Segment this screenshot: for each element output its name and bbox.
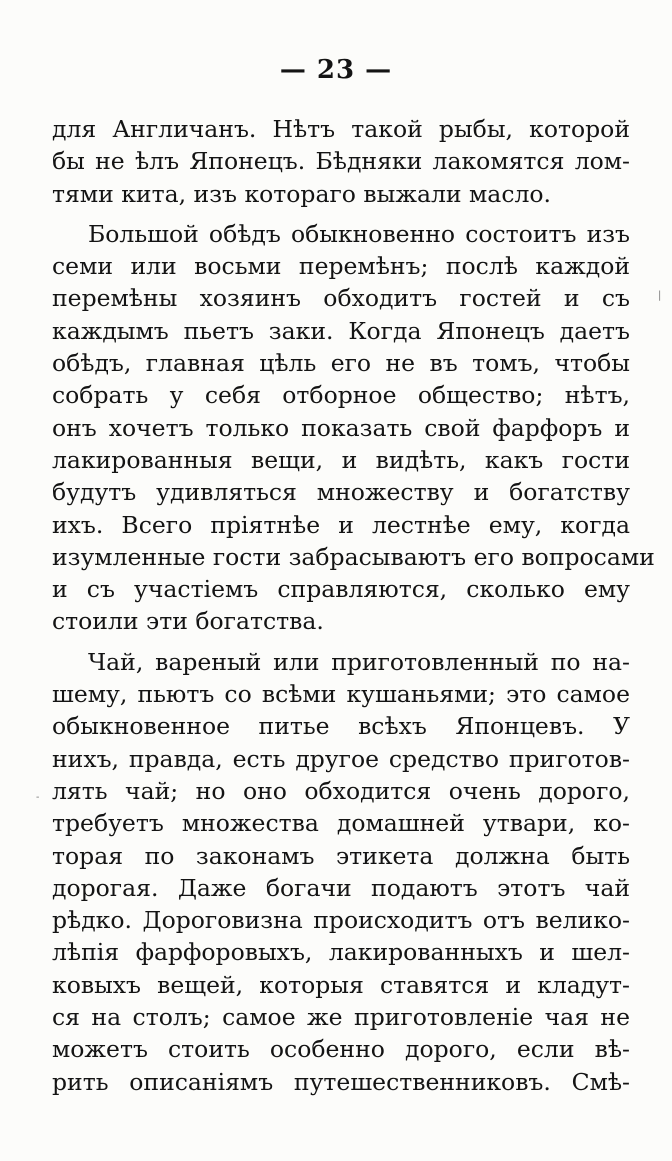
text-line: и съ участіемъ справляются, сколько ему — [52, 575, 630, 604]
text-line: каждымъ пьетъ заки. Когда Японецъ даетъ — [52, 316, 630, 345]
text-line: для Англичанъ. Нѣтъ такой рыбы, которой — [52, 115, 630, 143]
print-speck: - — [36, 792, 40, 803]
text-line: Чай, вареный или приготовленный по на- — [88, 647, 630, 676]
page-number: — 23 — — [279, 55, 393, 85]
text-line: нихъ, правда, есть другое средство приготов- — [52, 744, 630, 773]
text-line: лакированныя вещи, и видѣть, какъ гости — [52, 445, 630, 474]
text-line: будутъ удивляться множеству и богатству — [52, 478, 630, 507]
text-line: семи или восьми перемѣнъ; послѣ каждой — [52, 252, 630, 281]
text-line: обыкновенное питье всѣхъ Японцевъ. У — [52, 712, 630, 741]
paragraph-1 — [52, 113, 630, 210]
paragraph-gap — [52, 638, 630, 646]
paragraph-3 — [52, 646, 630, 1098]
text-line: торая по законамъ этикета должна быть — [52, 841, 630, 870]
print-speck: | — [658, 290, 662, 301]
text-line: дорогая. Даже богачи подаютъ этотъ чай — [52, 873, 630, 902]
text-line: ся на столъ; самое же приготовленіе чая не — [52, 1003, 630, 1032]
text-line: перемѣны хозяинъ обходитъ гостей и съ — [52, 284, 630, 313]
paragraph-2 — [52, 218, 655, 638]
text-line: ихъ. Всего пріятнѣе и лестнѣе ему, когда — [52, 510, 630, 539]
text-line: рѣдко. Дороговизна происходитъ отъ велико- — [52, 906, 630, 935]
text-line: лять чай; но оно обходится очень дорого, — [52, 776, 630, 805]
text-line: лѣпія фарфоровыхъ, лакированныхъ и шел- — [52, 938, 630, 967]
text-line: собрать у себя отборное общество; нѣтъ, — [52, 381, 630, 410]
paragraph-gap — [52, 210, 630, 218]
text-line: изумленные гости забрасываютъ его вопросами — [52, 542, 655, 571]
text-line: ковыхъ вещей, которыя ставятся и кладут- — [52, 970, 630, 999]
body-text — [52, 113, 655, 1098]
text-line: шему, пьютъ со всѣми кушаньями; это самое — [52, 680, 630, 709]
text-line: рить описаніямъ путешественниковъ. Смѣ- — [52, 1067, 630, 1096]
text-line: обѣдъ, главная цѣль его не въ томъ, чтобы — [52, 349, 630, 378]
text-line: онъ хочетъ только показать свой фарфоръ и — [52, 413, 630, 442]
text-line: бы не ѣлъ Японецъ. Бѣдняки лакомятся лом- — [52, 147, 630, 176]
text-line: стоили эти богатства. — [52, 607, 324, 636]
text-line: Большой обѣдъ обыкновенно состоитъ изъ — [88, 219, 630, 248]
text-line: требуетъ множества домашней утвари, ко- — [52, 809, 630, 838]
text-line: тями кита, изъ котораго выжали масло. — [52, 179, 552, 208]
text-line: можетъ стоить особенно дорого, если вѣ- — [52, 1035, 630, 1064]
